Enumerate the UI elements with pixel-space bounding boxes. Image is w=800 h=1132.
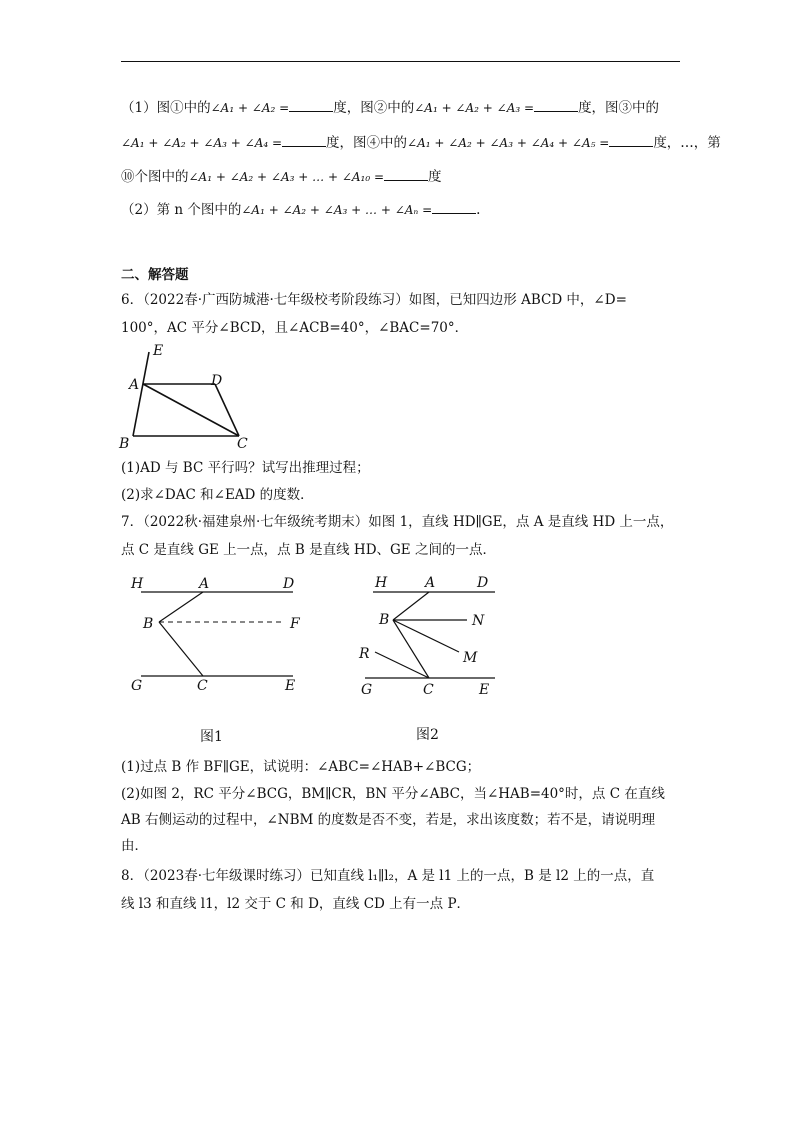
q6-stem-1: 6．（2022春·广西防城港·七年级校考阶段练习）如图，已知四边形 ABCD 中，∠D= — [121, 292, 627, 308]
q7-sub-2: (2)如图 2，RC 平分∠BCG，BM∥CR，BN 平分∠ABC，当∠HAB=40°时，点 C 在直线 AB 右侧运动的过程中，∠NBM 的度数是否不变，若是，求出该度数；若不是，请说明理由． — [121, 786, 665, 854]
q6-sub-1: (1)AD 与 BC 平行吗？试写出推理过程； — [121, 460, 370, 476]
label-C: C — [237, 436, 248, 452]
fig1-label-D: D — [283, 576, 295, 592]
label-D: D — [211, 373, 223, 389]
q5-line-1: （1）图①中的∠A₁ + ∠A₂ = 度，图②中的∠A₁ + ∠A₂ + ∠A₃ = 度，图③中的 — [121, 100, 660, 116]
section-title: 二、解答题 — [121, 267, 189, 283]
header-rule — [121, 61, 680, 62]
label-B: B — [119, 436, 130, 452]
fig2-label-B: B — [379, 612, 390, 628]
fig2-label-E: E — [479, 682, 490, 698]
fig2-label-H: H — [375, 575, 388, 591]
label-A: A — [129, 377, 140, 393]
fig2-label-M: M — [463, 650, 478, 666]
q6-quadrilateral-figure — [115, 340, 265, 455]
q8-stem-1: 8．（2023春·七年级课时练习）已知直线 l₁∥l₂，A 是 l1 上的一点，B 是 l2 上的一点，直 — [121, 868, 655, 884]
q5-line-2: ∠A₁ + ∠A₂ + ∠A₃ + ∠A₄ = 度，图④中的∠A₁ + ∠A₂ + ∠A₃ + ∠A₄ + ∠A₅ = 度，…，第 — [121, 135, 721, 151]
fig2-label-C: C — [423, 682, 434, 698]
q5-line-4: （2）第 n 个图中的∠A₁ + ∠A₂ + ∠A₃ + … + ∠Aₙ = . — [121, 202, 481, 218]
fig2-label-A: A — [425, 575, 436, 591]
q7-sub-1: (1)过点 B 作 BF∥GE，试说明：∠ABC=∠HAB+∠BCG； — [121, 759, 481, 775]
q6-stem-2: 100°，AC 平分∠BCD，且∠ACB=40°，∠BAC=70°． — [121, 320, 469, 336]
q7-stem-2: 点 C 是直线 GE 上一点，点 B 是直线 HD、GE 之间的一点． — [121, 542, 496, 558]
q7-figure-2 — [355, 570, 505, 700]
fig2-caption: 图2 — [416, 727, 439, 743]
fig2-label-D: D — [477, 575, 489, 591]
fig2-label-R: R — [359, 646, 370, 662]
fig1-label-C: C — [197, 678, 208, 694]
q5-line-3: ⑩个图中的∠A₁ + ∠A₂ + ∠A₃ + … + ∠A₁₀ = 度 — [121, 169, 442, 185]
fig1-label-G: G — [131, 678, 143, 694]
q8-stem-2: 线 l3 和直线 l1，l2 交于 C 和 D，直线 CD 上有一点 P． — [121, 896, 471, 912]
fig1-label-H: H — [131, 576, 144, 592]
fig1-label-A: A — [199, 576, 210, 592]
q7-figure-1 — [125, 570, 315, 700]
fig1-caption: 图1 — [200, 729, 223, 745]
fig2-label-G: G — [361, 682, 373, 698]
q7-stem-1: 7．（2022秋·福建泉州·七年级统考期末）如图 1，直线 HD∥GE，点 A 是直线 HD 上一点， — [121, 514, 674, 530]
fig2-label-N: N — [472, 613, 485, 629]
fig1-label-F: F — [290, 616, 300, 632]
fig1-label-B: B — [143, 616, 154, 632]
q6-sub-2: (2)求∠DAC 和∠EAD 的度数． — [121, 487, 314, 503]
fig1-label-E: E — [285, 678, 296, 694]
label-E: E — [153, 343, 164, 359]
